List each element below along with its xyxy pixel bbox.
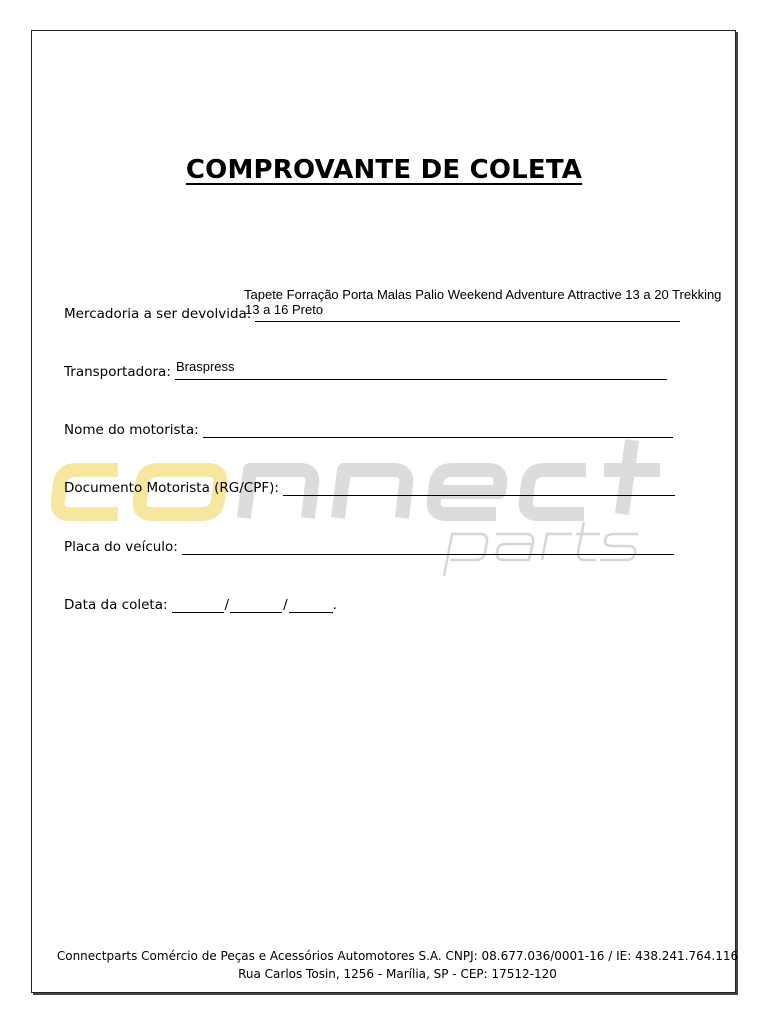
field-transportadora: [64, 358, 667, 380]
field-mercadoria: [64, 300, 680, 322]
data-coleta-terminator: .: [332, 597, 337, 613]
field-nome-motorista: [64, 416, 673, 438]
mercadoria-value-line2: 13 a 16 Preto: [245, 302, 324, 317]
field-data-coleta: [64, 591, 337, 613]
mercadoria-label: Mercadoria a ser devolvida:: [64, 306, 252, 322]
nome-motorista-label: Nome do motorista:: [64, 422, 199, 438]
footer-line-address: Rua Carlos Tosin, 1256 - Marília, SP - CEP: 17512-120: [238, 967, 557, 981]
documento-motorista-label: Documento Motorista (RG/CPF):: [64, 480, 279, 496]
data-coleta-day-line[interactable]: [172, 596, 224, 613]
documento-motorista-input-line[interactable]: [283, 477, 675, 496]
placa-veiculo-label: Placa do veículo:: [64, 539, 178, 555]
data-coleta-separator-1: /: [224, 597, 230, 613]
field-placa-veiculo: [64, 533, 674, 555]
footer-company-info: [0, 947, 768, 983]
transportadora-label: Transportadora:: [64, 364, 171, 380]
transportadora-input-line[interactable]: [175, 361, 667, 380]
mercadoria-value-line1: Tapete Forração Porta Malas Palio Weekend Adventure Attractive 13 a 20 Trekking: [244, 287, 722, 302]
data-coleta-month-line[interactable]: [230, 596, 282, 613]
data-coleta-year-line[interactable]: [289, 596, 333, 613]
document-title-text: COMPROVANTE DE COLETA: [185, 155, 583, 185]
nome-motorista-input-line[interactable]: [203, 419, 673, 438]
placa-veiculo-input-line[interactable]: [182, 536, 674, 555]
transportadora-value: Braspress: [176, 359, 235, 374]
data-coleta-separator-2: /: [283, 597, 288, 613]
data-coleta-label: Data da coleta:: [64, 597, 168, 613]
document-title: [0, 155, 768, 185]
field-documento-motorista: [64, 474, 675, 496]
footer-line-company: Connectparts Comércio de Peças e Acessórios Automotores S.A. CNPJ: 08.677.036/0001-16 / IE: 438.241.764.116: [56, 949, 739, 963]
